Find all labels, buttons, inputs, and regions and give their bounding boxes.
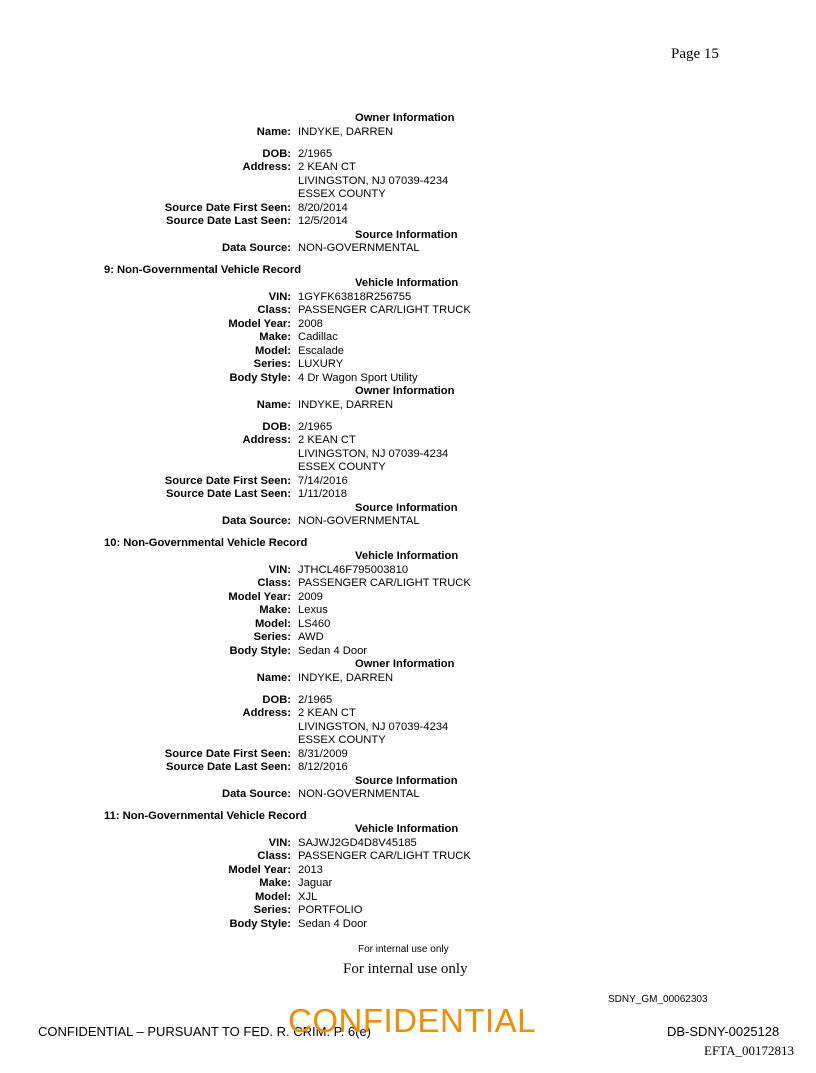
field-value: LUXURY [298,358,344,370]
field-row [0,358,816,372]
field-label: Series: [253,631,291,643]
bates-number-db: DB-SDNY-0025128 [667,1024,780,1039]
field-row [0,188,816,202]
field-row [0,864,816,878]
field-label: DOB: [262,420,291,433]
field-label: Model Year: [228,590,291,603]
field-value: 2/1965 [298,147,333,160]
field-value: Sedan 4 Door [298,917,368,930]
field-label: DOB: [262,693,291,706]
field-value: INDYKE, DARREN [298,398,394,411]
field-row [0,461,816,475]
field-label: Data Source: [221,515,291,527]
field-row [0,488,816,502]
field-value: ESSEX COUNTY [298,461,386,473]
internal-use-note-small: For internal use only [358,944,449,955]
vehicle-info-header: Vehicle Information [355,277,459,289]
field-value: NON-GOVERNMENTAL [298,515,420,527]
field-value: PASSENGER CAR/LIGHT TRUCK [298,577,471,589]
field-label: Class: [257,304,291,316]
bates-number-sdny: SDNY_GM_00062303 [608,994,708,1005]
field-row [0,242,816,256]
confidential-notice: CONFIDENTIAL – PURSUANT TO FED. R. CRIM. P. 6(e) [38,1024,372,1039]
field-label: Source Date Last Seen: [166,215,291,227]
field-value: 2008 [298,317,323,330]
source-info-header: Source Information [355,774,458,787]
field-value: 1GYFK63818R256755 [298,290,412,303]
field-row [0,604,816,618]
confidential-stamp: CONFIDENTIAL [288,1002,537,1039]
field-row [0,331,816,345]
field-value: ESSEX COUNTY [298,734,386,746]
field-value: ESSEX COUNTY [298,188,386,200]
field-label: Source Date Last Seen: [166,488,291,500]
field-row [0,434,816,448]
field-value: Lexus [298,604,328,616]
field-label: DOB: [262,147,291,160]
field-label: Source Date First Seen: [164,474,291,487]
field-label: Data Source: [221,788,291,800]
field-label: Name: [256,398,291,411]
field-label: Make: [259,604,291,616]
field-row [0,515,816,529]
field-row [0,694,816,708]
field-row [0,672,816,686]
field-row [0,645,816,659]
field-label [0,734,298,748]
field-value: LIVINGSTON, NJ 07039-4234 [298,720,449,733]
field-value: PASSENGER CAR/LIGHT TRUCK [298,304,471,316]
field-value: JTHCL46F795003810 [298,563,409,576]
field-row [0,345,816,359]
page-number: Page 15 [671,46,719,62]
field-value: XJL [298,890,318,903]
field-label [0,188,298,202]
field-label: Body Style: [229,644,291,657]
record-title: 11: Non-Governmental Vehicle Record [104,809,307,822]
field-label: Body Style: [229,917,291,930]
field-value: PASSENGER CAR/LIGHT TRUCK [298,850,471,862]
field-label: Make: [259,877,291,889]
field-value: 12/5/2014 [298,215,348,227]
field-label: Body Style: [229,371,291,384]
field-value: INDYKE, DARREN [298,671,394,684]
field-label: Address: [242,707,291,719]
field-label: Series: [253,904,291,916]
field-row [0,304,816,318]
field-row [0,748,816,762]
field-row [0,126,816,140]
field-value: 2/1965 [298,693,333,706]
field-row [0,850,816,864]
field-label: Source Date First Seen: [164,747,291,760]
field-row [0,721,816,735]
field-value: 8/31/2009 [298,747,348,760]
field-label: Class: [257,850,291,862]
field-label: Model Year: [228,863,291,876]
field-row [0,877,816,891]
field-label: Series: [253,358,291,370]
field-row [0,448,816,462]
field-value: LIVINGSTON, NJ 07039-4234 [298,174,449,187]
field-label: Address: [242,161,291,173]
owner-info-header: Owner Information [355,112,455,124]
field-value: 2/1965 [298,420,333,433]
field-row [0,175,816,189]
field-row [0,291,816,305]
field-label: Class: [257,577,291,589]
vehicle-info-header: Vehicle Information [355,823,459,835]
field-row [0,148,816,162]
field-label: Name: [256,125,291,138]
field-value: INDYKE, DARREN [298,125,394,138]
field-label [0,721,298,735]
field-label [0,175,298,189]
field-label: VIN: [268,836,291,849]
field-label [0,461,298,475]
field-row [0,475,816,489]
field-row [0,372,816,386]
field-label: Model Year: [228,317,291,330]
field-row [0,788,816,802]
field-value: 8/20/2014 [298,201,348,214]
field-row [0,202,816,216]
field-value: 2 KEAN CT [298,161,356,173]
field-row [0,564,816,578]
field-value: PORTFOLIO [298,904,363,916]
field-value: 2013 [298,863,323,876]
field-row [0,918,816,932]
field-value: 4 Dr Wagon Sport Utility [298,371,418,384]
field-value: AWD [298,631,324,643]
field-value: LS460 [298,617,331,630]
field-label: Model: [254,617,291,630]
field-label: Source Date Last Seen: [166,761,291,773]
field-value: Jaguar [298,877,333,889]
field-row [0,618,816,632]
field-row [0,421,816,435]
field-label: Source Date First Seen: [164,201,291,214]
field-value: 8/12/2016 [298,761,348,773]
field-value: 7/14/2016 [298,474,348,487]
field-value: LIVINGSTON, NJ 07039-4234 [298,447,449,460]
field-label: Model: [254,344,291,357]
record-title: 9: Non-Governmental Vehicle Record [104,263,302,276]
field-value: 2 KEAN CT [298,434,356,446]
internal-use-note-large: For internal use only [343,961,468,977]
field-value: Escalade [298,344,345,357]
field-label: Model: [254,890,291,903]
field-label [0,448,298,462]
field-value: 2009 [298,590,323,603]
field-value: 1/11/2018 [298,488,347,500]
field-row [0,837,816,851]
vehicle-info-header: Vehicle Information [355,550,459,562]
field-label: VIN: [268,563,291,576]
field-value: Sedan 4 Door [298,644,368,657]
field-value: 2 KEAN CT [298,707,356,719]
field-row [0,707,816,721]
owner-info-header: Owner Information [355,385,455,397]
report-body [0,112,816,931]
field-row [0,577,816,591]
field-row [0,591,816,605]
field-label: Data Source: [221,242,291,254]
record-title: 10: Non-Governmental Vehicle Record [104,536,308,549]
field-value: Cadillac [298,331,338,343]
field-row [0,399,816,413]
field-row [0,904,816,918]
field-label: Address: [242,434,291,446]
field-value: NON-GOVERNMENTAL [298,788,420,800]
field-row [0,161,816,175]
field-value: NON-GOVERNMENTAL [298,242,420,254]
field-row [0,891,816,905]
field-label: Name: [256,671,291,684]
field-value: SAJWJ2GD4D8V45185 [298,836,417,849]
source-info-header: Source Information [355,228,458,241]
field-row [0,761,816,775]
owner-info-header: Owner Information [355,658,455,670]
field-label: Make: [259,331,291,343]
field-row [0,631,816,645]
field-row [0,318,816,332]
field-row [0,215,816,229]
source-info-header: Source Information [355,501,458,514]
field-label: VIN: [268,290,291,303]
efta-number: EFTA_00172813 [704,1043,794,1058]
field-row [0,734,816,748]
